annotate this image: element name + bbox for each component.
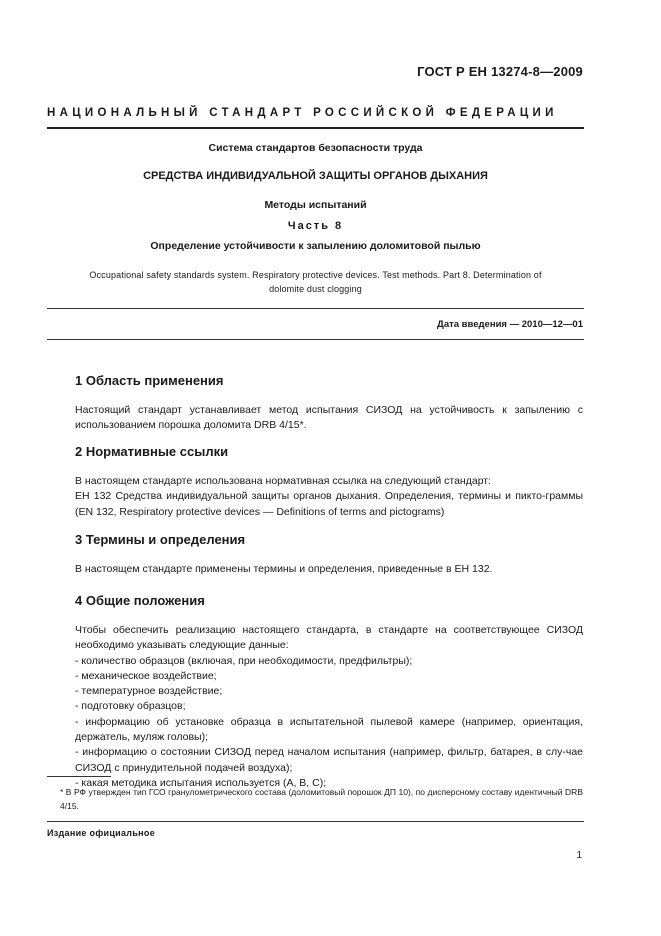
header-divider	[47, 127, 584, 129]
section-body-scope	[75, 403, 583, 434]
english-title-line-1: Occupational safety standards system. Respiratory protective devices. Test methods. Part 8. Determination of	[89, 270, 542, 280]
edition-label: Издание официальное	[47, 828, 156, 838]
footer-divider	[47, 821, 584, 822]
document-number: ГОСТ Р ЕН 13274-8—2009	[417, 64, 583, 79]
section-heading-scope: 1 Область применения	[75, 373, 224, 388]
footnote-text: * В РФ утвержден тип ГСО гранулометрического состава (доломитовый порошок ДП 10), по дисперсному составу идентичный DRB 4/15.	[60, 787, 583, 811]
part-number: Часть 8	[287, 220, 344, 232]
section-heading-references: 2 Нормативные ссылки	[75, 444, 229, 459]
english-title-line-2: dolomite dust clogging	[269, 284, 362, 294]
list-item: - информацию о состоянии СИЗОД перед началом испытания (например, фильтр, батарея, в слу-чае СИЗОД с принудительной подачей воздуха);	[75, 746, 583, 774]
national-standard-banner: НАЦИОНАЛЬНЫЙ СТАНДАРТ РОССИЙСКОЙ ФЕДЕРАЦИИ	[47, 107, 558, 119]
paragraph: Настоящий стандарт устанавливает метод испытания СИЗОД на устойчивость к запылению с использованием порошка доломита DRB 4/15*.	[75, 404, 583, 432]
standards-series: Система стандартов безопасности труда	[208, 142, 423, 154]
paragraph: В настоящем стандарте использована нормативная ссылка на следующий стандарт:	[75, 475, 492, 487]
section-body-terms	[75, 562, 583, 577]
list-item: - какая методика испытания используется (А, В, С);	[75, 776, 327, 789]
date-divider-top	[47, 308, 584, 309]
list-item: - температурное воздействие;	[75, 685, 223, 698]
paragraph: В настоящем стандарте применены термины и определения, приведенные в ЕН 132.	[75, 563, 493, 575]
paragraph: ЕН 132 Средства индивидуальной защиты органов дыхания. Определения, термины и пикто-граммы (EN 132, Respiratory protective devices — Definitions of terms and pictograms)	[75, 490, 583, 518]
document-title: СРЕДСТВА ИНДИВИДУАЛЬНОЙ ЗАЩИТЫ ОРГАНОВ ДЫХАНИЯ	[143, 170, 488, 182]
section-heading-general: 4 Общие положения	[75, 593, 205, 608]
document-subtitle: Методы испытаний	[264, 199, 367, 211]
paragraph: Чтобы обеспечить реализацию настоящего стандарта, в стандарте на соответствующее СИЗОД необходимо указывать следующие данные:	[75, 624, 583, 652]
footnote	[47, 786, 583, 813]
date-divider-bottom	[47, 339, 584, 340]
footnote-divider	[47, 776, 111, 777]
section-body-references	[75, 474, 583, 520]
english-title	[47, 268, 584, 296]
list-item: - подготовку образцов;	[75, 700, 186, 713]
section-body-general	[75, 623, 583, 791]
list-item: - количество образцов (включая, при необходимости, предфильтры);	[75, 654, 413, 667]
part-subject: Определение устойчивости к запылению доломитовой пылью	[150, 240, 481, 252]
list-item: - механическое воздействие;	[75, 669, 217, 682]
page-number: 1	[576, 850, 582, 861]
section-heading-terms: 3 Термины и определения	[75, 532, 246, 547]
introduction-date: Дата введения — 2010—12—01	[437, 319, 583, 330]
list-item: - информацию об установке образца в испытательной пылевой камере (например, ориентация, держатель, муляж головы);	[75, 715, 583, 744]
